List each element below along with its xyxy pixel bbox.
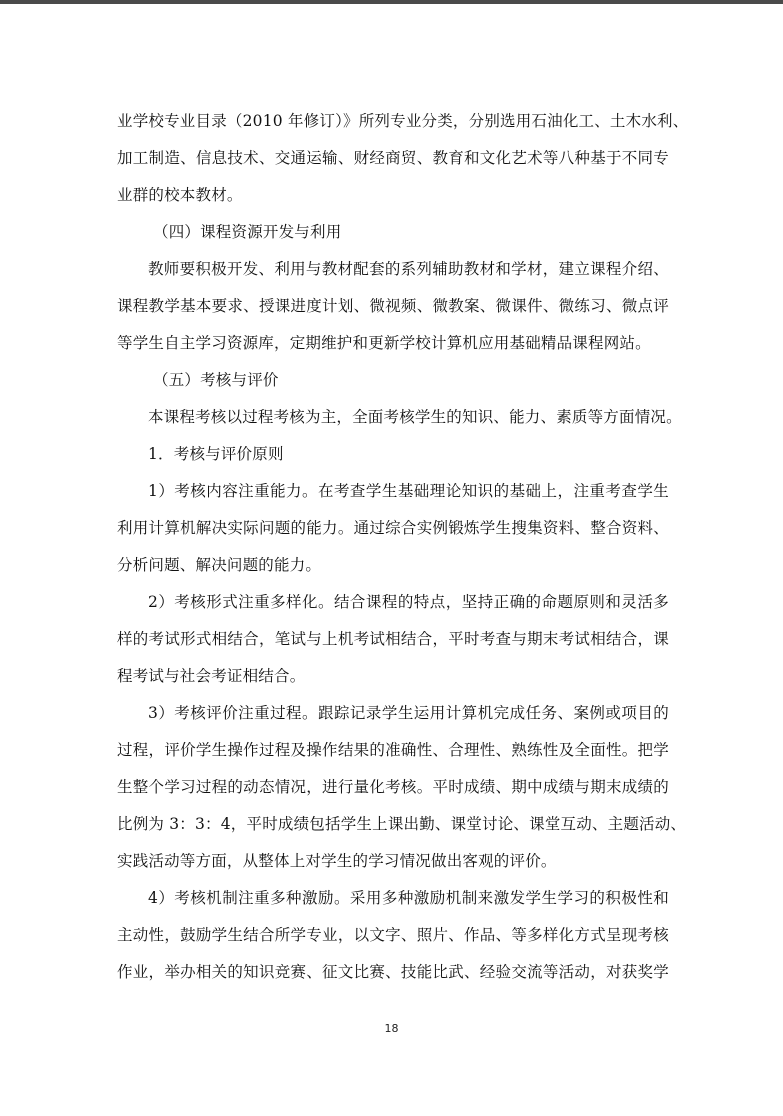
text-line: 分析问题、解决问题的能力。 [117, 556, 322, 574]
top-border [0, 0, 783, 4]
text-line: 本课程考核以过程考核为主，全面考核学生的知识、能力、素质等方面情况。 [148, 408, 682, 426]
subsection-heading: 1．考核与评价原则 [148, 445, 284, 463]
section-heading: （四）课程资源开发与利用 [153, 223, 342, 241]
text-line: 1）考核内容注重能力。在考查学生基础理论知识的基础上，注重考查学生 [148, 482, 669, 500]
text-line: 加工制造、信息技术、交通运输、财经商贸、教育和文化艺术等八种基于不同专 [117, 149, 669, 167]
section-heading: （五）考核与评价 [153, 371, 279, 389]
text-line: 比例为 3：3：4，平时成绩包括学生上课出勤、课堂讨论、课堂互动、主题活动、 [117, 815, 687, 833]
text-line: 样的考试形式相结合，笔试与上机考试相结合，平时考查与期末考试相结合，课 [117, 630, 669, 648]
page-number: 18 [384, 1022, 399, 1035]
text-line: 作业，举办相关的知识竞赛、征文比赛、技能比武、经验交流等活动，对获奖学 [117, 963, 669, 981]
text-line: 利用计算机解决实际问题的能力。通过综合实例锻炼学生搜集资料、整合资料、 [117, 519, 669, 537]
text-line: 4）考核机制注重多种激励。采用多种激励机制来激发学生学习的积极性和 [148, 889, 669, 907]
text-line: 过程，评价学生操作过程及操作结果的准确性、合理性、熟练性及全面性。把学 [117, 741, 669, 759]
text-line: 2）考核形式注重多样化。结合课程的特点，坚持正确的命题原则和灵活多 [148, 593, 669, 611]
text-line: 业学校专业目录（2010 年修订）》所列专业分类，分别选用石油化工、土木水利、 [117, 112, 689, 130]
text-line: 课程教学基本要求、授课进度计划、微视频、微教案、微课件、微练习、微点评 [117, 297, 669, 315]
text-line: 教师要积极开发、利用与教材配套的系列辅助教材和学材，建立课程介绍、 [148, 260, 669, 278]
text-line: 3）考核评价注重过程。跟踪记录学生运用计算机完成任务、案例或项目的 [148, 704, 669, 722]
text-line: 业群的校本教材。 [117, 186, 243, 204]
text-line: 生整个学习过程的动态情况，进行量化考核。平时成绩、期中成绩与期末成绩的 [117, 778, 669, 796]
text-line: 程考试与社会考证相结合。 [117, 667, 306, 685]
text-line: 主动性，鼓励学生结合所学专业，以文字、照片、作品、等多样化方式呈现考核 [117, 926, 669, 944]
text-line: 实践活动等方面，从整体上对学生的学习情况做出客观的评价。 [117, 852, 557, 870]
text-line: 等学生自主学习资源库，定期维护和更新学校计算机应用基础精品课程网站。 [117, 334, 651, 352]
